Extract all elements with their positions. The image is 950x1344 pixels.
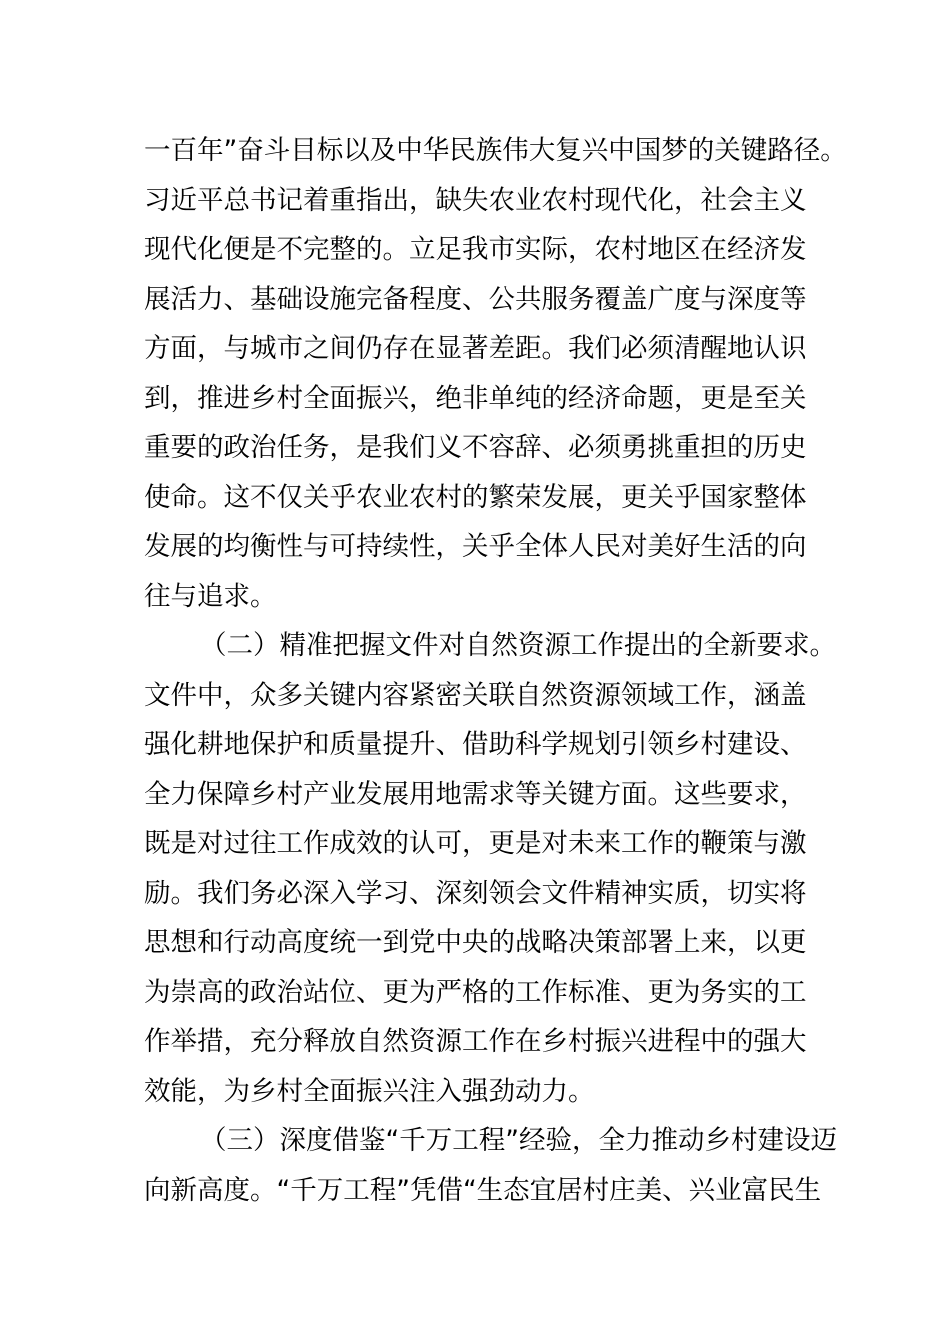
text-line: 既是对过往工作成效的认可，更是对未来工作的鞭策与激	[144, 828, 807, 859]
text-line: 文件中，众多关键内容紧密关联自然资源领域工作，涵盖	[144, 679, 807, 711]
section-heading-3: （三）深度借鉴“千万工程”经验，全力推动乡村建设迈	[200, 1125, 837, 1156]
text-line: 强化耕地保护和质量提升、借助科学规划引领乡村建设、	[144, 729, 807, 760]
text-line: 展活力、基础设施完备程度、公共服务覆盖广度与深度等	[144, 283, 807, 315]
text-line: 重要的政治任务，是我们义不容辞、必须勇挑重担的历史	[144, 432, 807, 463]
text-line: 向新高度。“千万工程”凭借“生态宜居村庄美、兴业富民生	[144, 1174, 822, 1206]
text-line: 现代化便是不完整的。立足我市实际，农村地区在经济发	[144, 234, 807, 265]
text-line: 方面，与城市之间仍存在显著差距。我们必须清醒地认识	[144, 333, 807, 364]
text-line: 使命。这不仅关乎农业农村的繁荣发展，更关乎国家整体	[144, 481, 807, 513]
body-text	[144, 126, 847, 1215]
section-heading-2: （二）精准把握文件对自然资源工作提出的全新要求。	[200, 630, 836, 661]
text-line: 一百年”奋斗目标以及中华民族伟大复兴中国梦的关键路径。	[144, 135, 847, 166]
text-line: 到，推进乡村全面振兴，绝非单纯的经济命题，更是至关	[144, 382, 807, 414]
text-line: 效能，为乡村全面振兴注入强劲动力。	[144, 1075, 595, 1107]
text-line: 为崇高的政治站位、更为严格的工作标准、更为务实的工	[144, 976, 807, 1008]
text-line: 思想和行动高度统一到党中央的战略决策部署上来，以更	[144, 927, 807, 958]
text-line: 作举措，充分释放自然资源工作在乡村振兴进程中的强大	[144, 1026, 807, 1057]
text-line: 发展的均衡性与可持续性，关乎全体人民对美好生活的向	[144, 531, 807, 562]
text-line: 习近平总书记着重指出，缺失农业农村现代化，社会主义	[144, 184, 807, 216]
text-line: 全力保障乡村产业发展用地需求等关键方面。这些要求，	[144, 778, 807, 810]
text-line: 往与追求。	[144, 580, 277, 612]
text-line: 励。我们务必深入学习、深刻领会文件精神实质，切实将	[144, 877, 807, 909]
